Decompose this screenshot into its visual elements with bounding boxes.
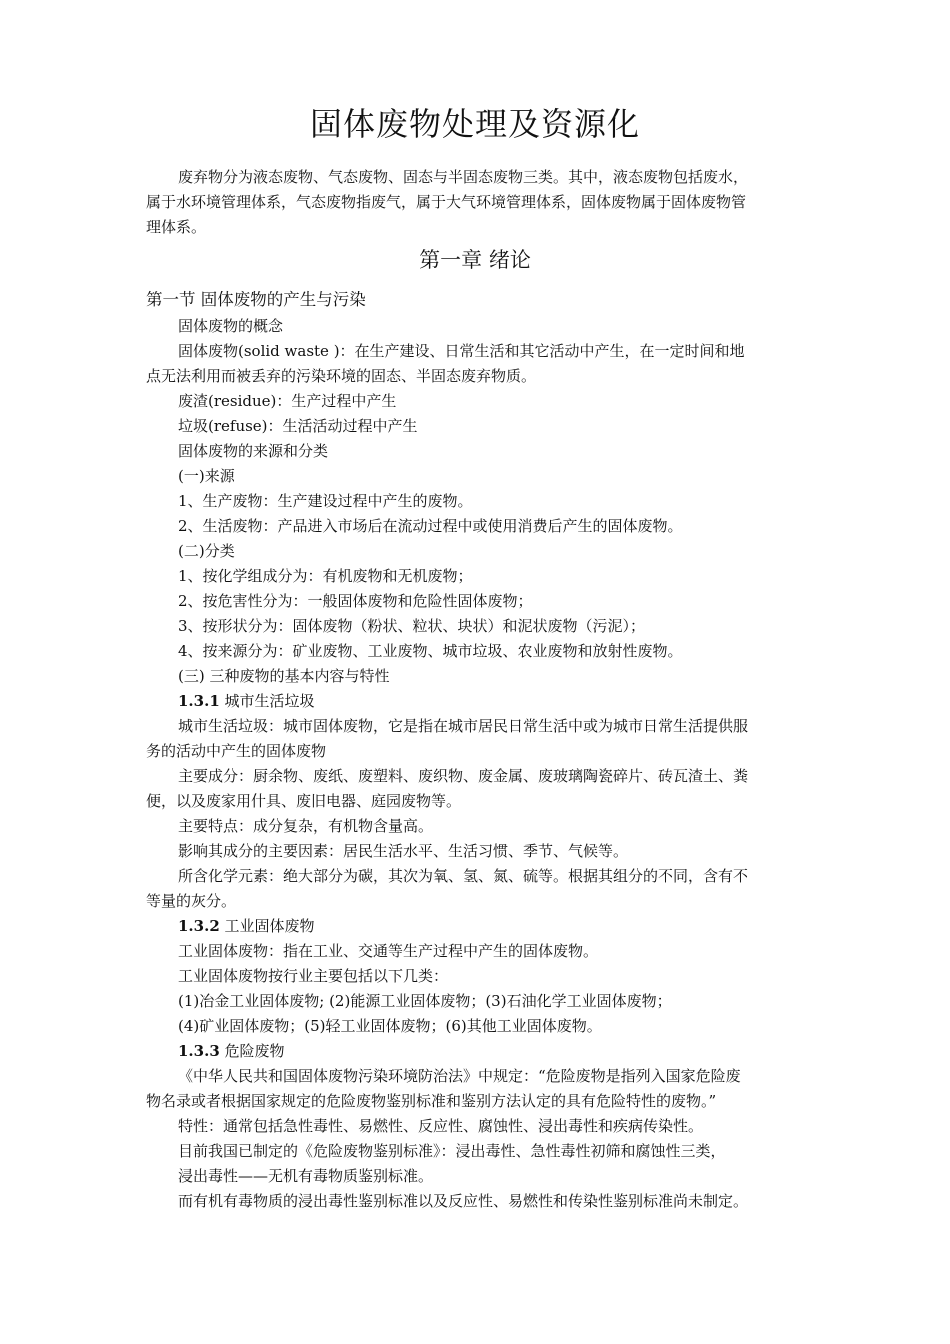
class-item-4: 4、按来源分为：矿业废物、工业废物、城市垃圾、农业废物和放射性废物。 (178, 642, 683, 660)
intro-line-1: 废弃物分为液态废物、气态废物、固态与半固态废物三类。其中，液态废物包括废水， (178, 168, 749, 186)
definition-line-2: 点无法利用而被丢弃的污染环境的固态、半固态废弃物质。 (146, 367, 537, 385)
industrial-list-1: (1)冶金工业固体废物; (2)能源工业固体废物；(3)石油化学工业固体废物； (178, 992, 672, 1010)
subsection-label: 危险废物 (219, 1042, 285, 1060)
definition-line-1: 固体废物(solid waste )：在生产建设、日常生活和其它活动中产生，在一定时间和地 (178, 342, 745, 360)
elements-line-2: 等量的灰分。 (146, 892, 237, 910)
subsection-label: 城市生活垃圾 (219, 692, 315, 710)
subsection-label: 工业固体废物 (219, 917, 315, 935)
composition-line-1: 主要成分：厨余物、废纸、废塑料、废织物、废金属、废玻璃陶瓷碎片、砖瓦渣土、粪 (178, 767, 749, 785)
class-item-3: 3、按形状分为：固体废物（粉状、粒状、块状）和泥状废物（污泥）； (178, 617, 646, 635)
three-types-subheading: (三) 三种废物的基本内容与特性 (178, 667, 390, 685)
elements-line-1: 所含化学元素：绝大部分为碳，其次为氧、氢、氮、硫等。根据其组分的不同，含有不 (178, 867, 749, 885)
source-item-2: 2、生活废物：产品进入市场后在流动过程中或使用消费后产生的固体废物。 (178, 517, 683, 535)
feature-line: 主要特点：成分复杂，有机物含量高。 (178, 817, 434, 835)
urban-waste-line-1: 城市生活垃圾：城市固体废物，它是指在城市居民日常生活中或为城市日常生活提供服 (178, 717, 749, 735)
concept-heading: 固体废物的概念 (178, 317, 284, 335)
traits-line: 特性：通常包括急性毒性、易燃性、反应性、腐蚀性、浸出毒性和疾病传染性。 (178, 1117, 704, 1135)
source-subheading: (一)来源 (178, 467, 235, 485)
class-item-1: 1、按化学组成分为：有机废物和无机废物； (178, 567, 473, 585)
industrial-categories: 工业固体废物按行业主要包括以下几类： (178, 967, 449, 985)
pending-line: 而有机有毒物质的浸出毒性鉴别标准以及反应性、易燃性和传染性鉴别标准尚未制定。 (178, 1192, 749, 1210)
source-heading: 固体废物的来源和分类 (178, 442, 329, 460)
subsection-1-3-3 (178, 1039, 285, 1063)
chapter-title: 第一章 绪论 (419, 248, 531, 272)
intro-line-2: 属于水环境管理体系，气态废物指废气，属于大气环境管理体系，固体废物属于固体废物管 (146, 193, 747, 211)
standard-line: 目前我国已制定的《危险废物鉴别标准》：浸出毒性、急性毒性初筛和腐蚀性三类， (178, 1142, 726, 1160)
source-item-1: 1、生产废物：生产建设过程中产生的废物。 (178, 492, 473, 510)
intro-line-3: 理体系。 (146, 218, 207, 236)
section-title: 第一节 固体废物的产生与污染 (146, 290, 366, 309)
subsection-1-3-2 (178, 914, 315, 938)
urban-waste-line-2: 务的活动中产生的固体废物 (146, 742, 327, 760)
industrial-definition: 工业固体废物：指在工业、交通等生产过程中产生的固体废物。 (178, 942, 599, 960)
document-title: 固体废物处理及资源化 (309, 105, 640, 143)
law-line-2: 物名录或者根据国家规定的危险废物鉴别标准和鉴别方法认定的具有危险特性的废物。” (146, 1092, 717, 1110)
subsection-1-3-1 (178, 689, 315, 713)
subsection-number: 1.3.1 (178, 692, 220, 710)
subsection-number: 1.3.2 (178, 917, 220, 935)
subsection-number: 1.3.3 (178, 1042, 220, 1060)
law-line-1: 《中华人民共和国固体废物污染环境防治法》中规定：“危险废物是指列入国家危险废 (178, 1067, 741, 1085)
class-subheading: (二)分类 (178, 542, 235, 560)
residue-line: 废渣(residue)：生产过程中产生 (178, 392, 397, 410)
leach-line: 浸出毒性——无机有毒物质鉴别标准。 (178, 1167, 434, 1185)
industrial-list-2: (4)矿业固体废物；(5)轻工业固体废物；(6)其他工业固体废物。 (178, 1017, 602, 1035)
factors-line: 影响其成分的主要因素：居民生活水平、生活习惯、季节、气候等。 (178, 842, 629, 860)
composition-line-2: 便，以及废家用什具、废旧电器、庭园废物等。 (146, 792, 462, 810)
refuse-line: 垃圾(refuse)：生活活动过程中产生 (178, 417, 418, 435)
class-item-2: 2、按危害性分为：一般固体废物和危险性固体废物； (178, 592, 533, 610)
